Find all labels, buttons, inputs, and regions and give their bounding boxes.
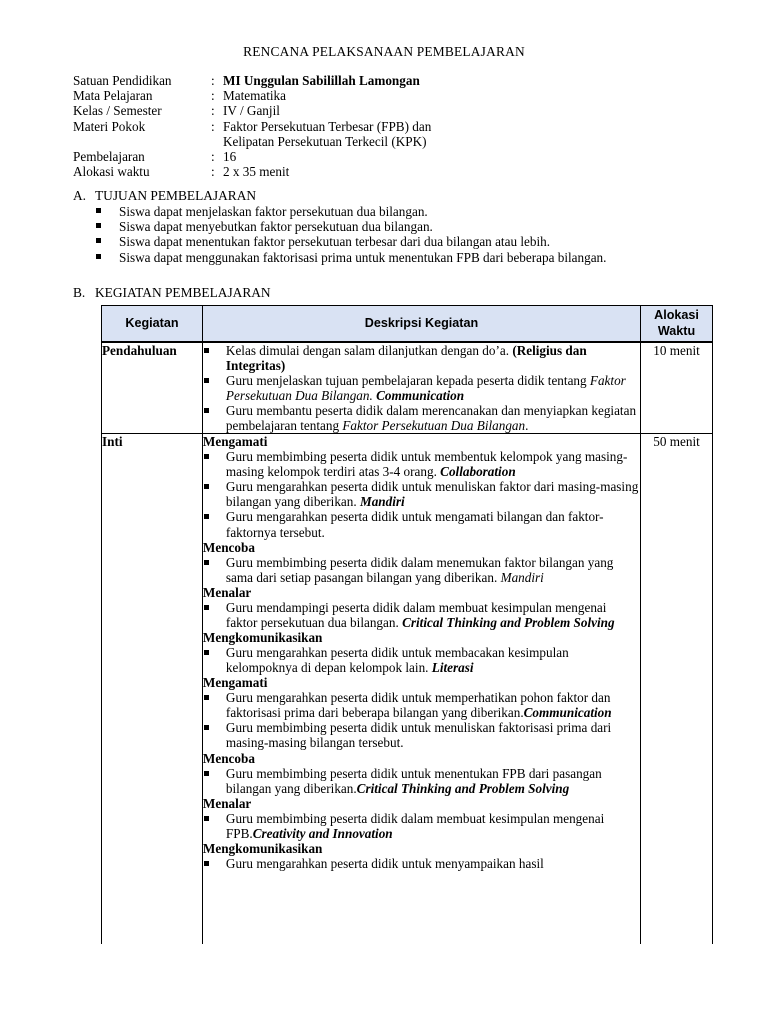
bullet-icon <box>204 605 209 610</box>
list-item <box>203 373 640 403</box>
bullet-icon <box>204 454 209 459</box>
item-value-tag: Mandiri <box>359 494 405 510</box>
identity-label: Satuan Pendidikan <box>73 73 172 88</box>
bullet-icon <box>204 771 209 776</box>
bullet-icon <box>204 695 209 700</box>
list-item <box>203 343 640 373</box>
identity-row <box>73 119 431 149</box>
item-text: Guru mengarahkan peserta didik untuk memperhatikan pohon faktor dan faktorisasi prima dari beberapa bilangan yang diberikan. <box>225 690 611 721</box>
header-alokasi <box>641 306 713 342</box>
phase-heading: Mengkomunikasikan <box>202 840 323 856</box>
goal-text: Siswa dapat menentukan faktor persekutuan terbesar dari dua bilangan atau lebih. <box>119 234 551 250</box>
phase-heading: Mengkomunikasikan <box>202 630 323 645</box>
row-time: 50 menit <box>641 434 713 944</box>
bullet-icon <box>96 223 101 228</box>
materi-line-1: Faktor Persekutuan Terbesar (FPB) dan <box>223 118 432 134</box>
materi-line-2: Kelipatan Persekutuan Terkecil (KPK) <box>223 133 427 149</box>
identity-row <box>73 88 431 103</box>
item-value-tag: Collaboration <box>440 464 516 480</box>
bullet-icon <box>204 514 209 519</box>
bullet-icon <box>204 408 209 413</box>
item-text: Guru membimbing peserta didik dalam membuat kesimpulan mengenai FPB. <box>225 810 605 841</box>
identity-colon: : <box>211 103 215 119</box>
item-text: Kelas dimulai dengan salam dilanjutkan dengan do’a. <box>225 342 513 358</box>
identity-label: Materi Pokok <box>73 118 146 134</box>
bullet-icon <box>96 254 101 259</box>
goal-text: Siswa dapat menyebutkan faktor persekutuan dua bilangan. <box>119 219 433 235</box>
item-value-tag: (Religius dan Integritas) <box>225 342 587 373</box>
list-item <box>203 811 640 841</box>
item-value-tag: Communication <box>523 705 612 721</box>
item-text: Guru membimbing peserta didik untuk menentukan FPB dari pasangan bilangan yang diberikan. <box>225 765 602 796</box>
list-item <box>203 766 640 796</box>
table-row <box>102 434 713 944</box>
section-a-title: TUJUAN PEMBELAJARAN <box>95 188 257 203</box>
document-title: RENCANA PELAKSANAAN PEMBELAJARAN <box>243 44 525 59</box>
goal-item <box>94 219 606 234</box>
row-description <box>202 434 640 944</box>
item-text: Guru membimbing peserta didik dalam menemukan faktor bilangan yang sama dari setiap pasangan bilangan yang diberikan. <box>225 554 614 585</box>
phase-heading: Mencoba <box>202 539 255 555</box>
phase-heading: Menalar <box>202 795 252 811</box>
section-a-letter: A. <box>73 188 87 203</box>
item-text: Guru membantu peserta didik dalam merencanakan dan menyiapkan kegiatan pembelajaran tentang <box>225 402 637 433</box>
identity-label: Kelas / Semester <box>73 103 162 119</box>
table-row <box>102 342 713 434</box>
goal-item <box>94 204 606 219</box>
phase-heading: Mencoba <box>202 750 255 766</box>
identity-colon: : <box>211 164 215 180</box>
list-item <box>203 600 640 630</box>
section-b-letter: B. <box>73 285 86 300</box>
row-label-inti: Inti <box>102 434 203 944</box>
item-text: Guru mendampingi peserta didik dalam membuat kesimpulan mengenai faktor persekutuan dua bilangan. <box>225 599 607 630</box>
activities-table <box>101 305 713 944</box>
header-deskripsi: Deskripsi Kegiatan <box>202 306 640 342</box>
identity-label: Mata Pelajaran <box>73 88 153 104</box>
item-text: Guru menjelaskan tujuan pembelajaran kepada peserta didik tentang <box>225 372 590 388</box>
list-item <box>203 555 640 585</box>
bullet-icon <box>204 861 209 866</box>
identity-row <box>73 103 431 118</box>
list-item <box>203 509 640 539</box>
list-item <box>203 856 640 871</box>
section-a-heading <box>73 188 256 204</box>
identity-value: 16 <box>223 149 237 165</box>
bullet-icon <box>204 348 209 353</box>
bullet-icon <box>204 560 209 565</box>
identity-value: MI Unggulan Sabilillah Lamongan <box>223 73 420 88</box>
item-value-tag: Critical Thinking and Problem Solving <box>356 780 570 796</box>
item-value-tag: Mandiri <box>500 569 544 585</box>
goal-item <box>94 250 606 265</box>
identity-row <box>73 164 431 179</box>
item-value-tag: Literasi <box>431 660 474 676</box>
bullet-icon <box>204 484 209 489</box>
bullet-icon <box>96 238 101 243</box>
goal-text: Siswa dapat menjelaskan faktor persekutuan dua bilangan. <box>119 204 428 219</box>
item-text: Guru membimbing peserta didik untuk menuliskan faktorisasi prima dari masing-masing bilangan tersebut. <box>225 720 612 751</box>
identity-row <box>73 73 431 88</box>
item-value-tag: Critical Thinking and Problem Solving <box>402 614 615 630</box>
identity-label: Alokasi waktu <box>73 164 150 180</box>
bullet-icon <box>204 725 209 730</box>
item-text: Guru membimbing peserta didik untuk membentuk kelompok yang masing-masing kelompok terdiri atas 3-4 orang. <box>225 449 628 480</box>
list-item <box>203 449 640 479</box>
list-item <box>203 403 640 433</box>
item-text: Guru mengarahkan peserta didik untuk mengamati bilangan dan faktor-faktornya tersebut. <box>225 509 604 540</box>
row-description <box>202 342 640 434</box>
bullet-icon <box>204 650 209 655</box>
goal-item <box>94 234 606 249</box>
list-item <box>203 479 640 509</box>
item-value-tag: Creativity and Innovation <box>252 825 393 841</box>
identity-colon: : <box>211 88 215 104</box>
header-alokasi-line-1: Alokasi <box>654 308 699 323</box>
row-label-pendahuluan: Pendahuluan <box>102 342 203 434</box>
identity-colon: : <box>211 149 215 165</box>
goals-list <box>94 204 606 265</box>
header-alokasi-line-2: Waktu <box>657 324 696 339</box>
identity-value: IV / Ganjil <box>223 103 280 119</box>
identity-value: 2 x 35 menit <box>223 164 290 180</box>
list-item <box>203 720 640 750</box>
identity-label: Pembelajaran <box>73 149 145 165</box>
item-value-tag: Communication <box>372 387 465 403</box>
item-topic: Faktor Persekutuan Dua Bilangan <box>342 417 526 433</box>
item-text: Guru mengarahkan peserta didik untuk menuliskan faktor dari masing-masing bilangan yang diberikan. <box>225 479 639 510</box>
list-item <box>203 645 640 675</box>
identity-row <box>73 149 431 164</box>
phase-heading: Mengamati <box>202 434 268 450</box>
section-b-heading <box>73 285 271 301</box>
identity-colon: : <box>211 118 215 134</box>
bullet-icon <box>204 816 209 821</box>
identity-table <box>73 73 431 179</box>
bullet-icon <box>96 208 101 213</box>
table-header-row <box>102 306 713 342</box>
row-time: 10 menit <box>641 342 713 434</box>
identity-colon: : <box>211 73 215 88</box>
identity-value <box>223 119 431 149</box>
item-punct: . <box>525 417 529 433</box>
item-text: Guru mengarahkan peserta didik untuk menyampaikan hasil <box>225 855 544 871</box>
list-item <box>203 690 640 720</box>
section-b-title: KEGIATAN PEMBELAJARAN <box>95 285 271 300</box>
item-topic: Faktor Persekutuan Dua Bilangan. <box>225 372 626 403</box>
header-kegiatan: Kegiatan <box>102 306 203 342</box>
bullet-icon <box>204 378 209 383</box>
identity-value: Matematika <box>223 88 286 104</box>
phase-heading: Menalar <box>202 584 252 600</box>
phase-heading: Mengamati <box>202 675 268 691</box>
item-text: Guru mengarahkan peserta didik untuk membacakan kesimpulan kelompoknya di depan kelompok lain. <box>225 645 569 676</box>
goal-text: Siswa dapat menggunakan faktorisasi prima untuk menentukan FPB dari beberapa bilangan. <box>119 249 607 265</box>
